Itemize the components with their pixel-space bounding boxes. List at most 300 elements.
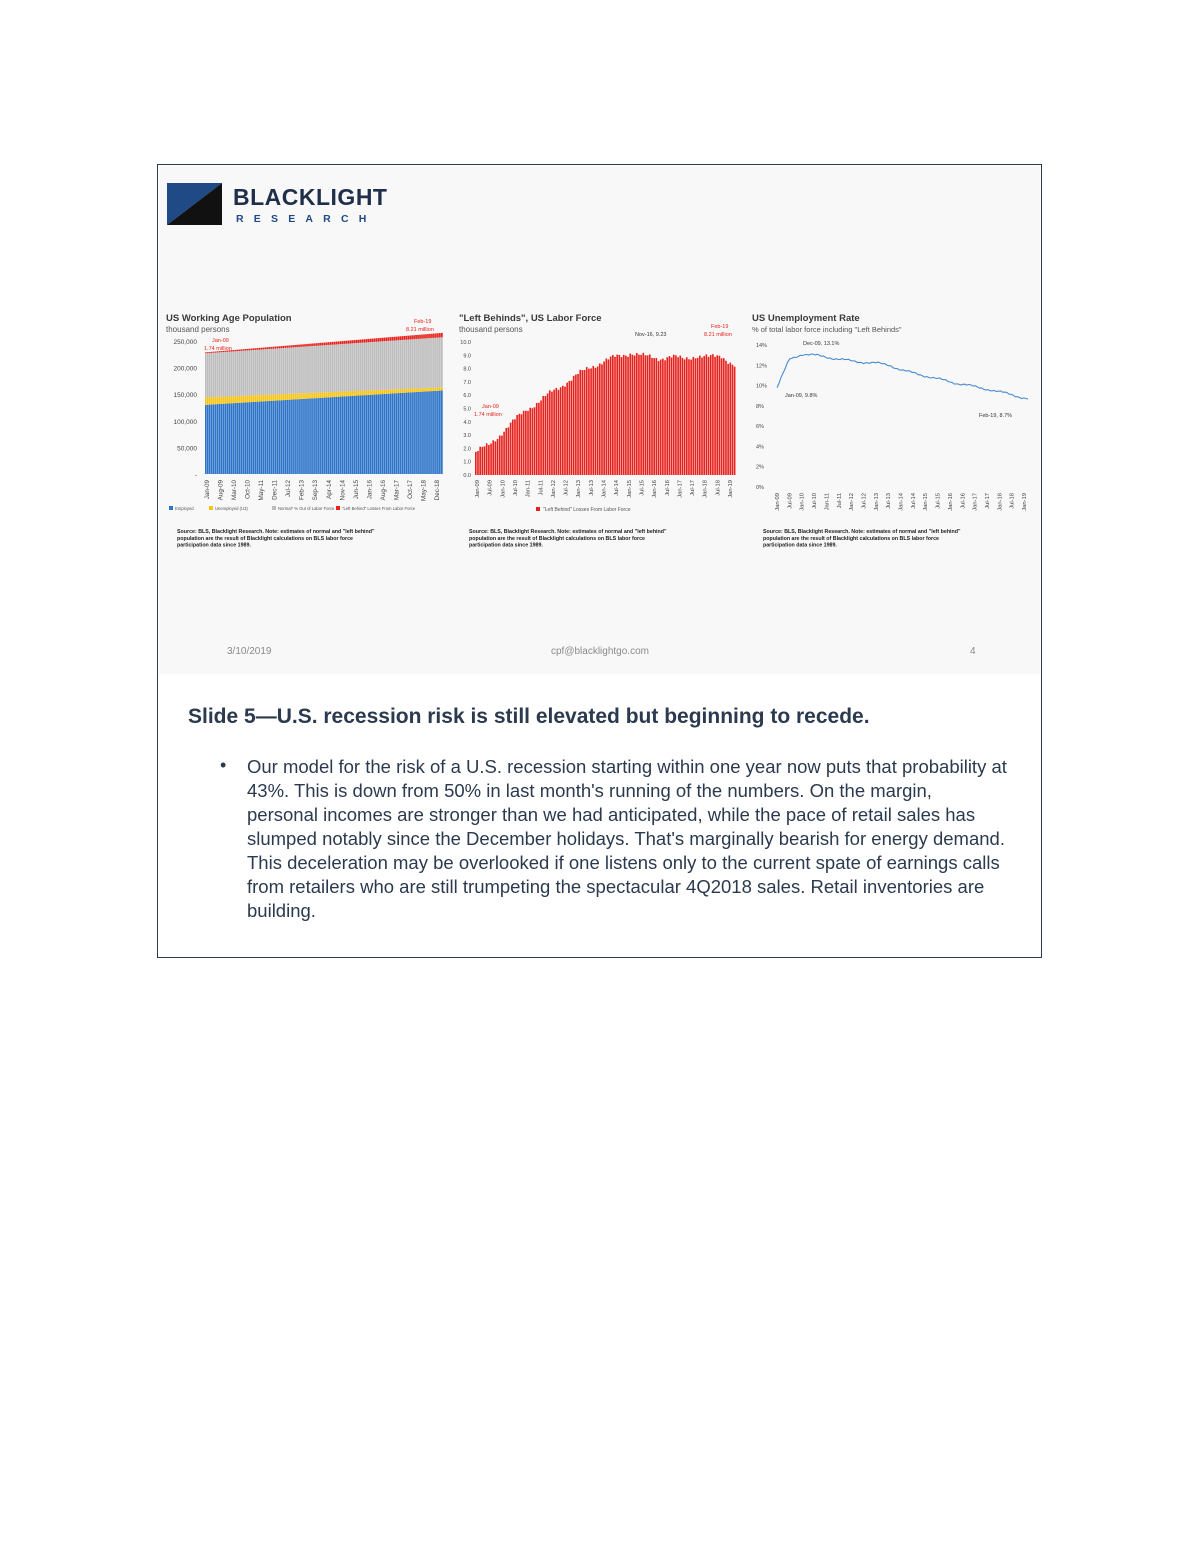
- chart2-bar: [612, 355, 614, 475]
- chart1-bar-segment: [330, 345, 332, 392]
- chart1-annotation-end-label: Feb-19: [414, 319, 432, 325]
- chart1-bar-segment: [336, 392, 338, 397]
- chart1-bar-segment: [380, 341, 382, 389]
- chart1-bar-segment: [366, 339, 368, 342]
- chart1-source: population are the result of Blacklight calculations on BLS labor force: [177, 535, 354, 542]
- chart1-bar-segment: [261, 395, 263, 401]
- chart2-x-tick: Jan-18: [702, 480, 709, 498]
- chart2-bar: [690, 360, 692, 475]
- chart1-bar-segment: [419, 339, 421, 388]
- chart2-bar: [516, 415, 518, 475]
- chart2-bar: [716, 355, 718, 475]
- chart1-bar-segment: [435, 333, 437, 337]
- chart1-bar-segment: [276, 400, 278, 474]
- chart1-bar-segment: [380, 394, 382, 474]
- chart2-bar: [571, 381, 573, 475]
- chart1-bar-segment: [270, 401, 272, 474]
- chart1-bar-segment: [399, 340, 401, 389]
- chart1-bar-segment: [302, 347, 304, 394]
- chart1-source: Source: BLS, Blacklight Research. Note: estimates of normal and "left behind": [177, 529, 375, 535]
- chart1-bar-segment: [385, 337, 387, 341]
- chart1-bar-segment: [435, 388, 437, 391]
- chart2-bar: [719, 356, 721, 475]
- chart1-bar-segment: [366, 342, 368, 390]
- chart1-bar-segment: [259, 395, 261, 401]
- chart1-bar-segment: [330, 392, 332, 397]
- chart1-bar-segment: [342, 344, 344, 392]
- chart2-y-tick: 6.0: [463, 393, 471, 400]
- chart1-bar-segment: [300, 344, 302, 346]
- chart1-bar-segment: [441, 387, 443, 390]
- chart2-bar: [495, 441, 497, 475]
- chart1-bar-segment: [225, 352, 227, 397]
- chart1-bar-segment: [326, 397, 328, 474]
- chart1-bar-segment: [207, 352, 209, 353]
- chart1-bar-segment: [314, 398, 316, 474]
- chart1-bar-segment: [413, 388, 415, 392]
- chart1-bar-segment: [241, 349, 243, 350]
- chart2-bar: [710, 355, 712, 475]
- chart1-bar-segment: [298, 399, 300, 474]
- chart3-x-tick: Jan-18: [997, 493, 1004, 511]
- chart1-bar-segment: [389, 337, 391, 341]
- chart1-bar-segment: [358, 340, 360, 343]
- chart1-bar-segment: [380, 338, 382, 341]
- chart1-bar-segment: [274, 349, 276, 395]
- chart1-bar-segment: [437, 387, 439, 390]
- chart1-bar-segment: [304, 399, 306, 474]
- chart1-bar-segment: [415, 339, 417, 388]
- chart2-bar: [697, 358, 699, 475]
- chart1-bar-segment: [344, 391, 346, 396]
- chart3-x-tick: Jan-13: [873, 493, 880, 511]
- chart1-bar-segment: [270, 347, 272, 349]
- chart1-annotation-end-value: 8.21 million: [406, 327, 434, 333]
- chart1-bar-segment: [437, 391, 439, 474]
- chart1-bar-segment: [421, 392, 423, 474]
- chart1-bar-segment: [403, 336, 405, 340]
- chart2-bar: [660, 360, 662, 475]
- chart1-bar-segment: [296, 345, 298, 347]
- chart1-bar-segment: [409, 336, 411, 340]
- chart2-y-tick: 10.0: [460, 340, 471, 346]
- chart1-bar-segment: [362, 391, 364, 396]
- chart1-bar-segment: [268, 401, 270, 474]
- chart1-annotation-start-label: Jan-09: [212, 338, 229, 344]
- chart1-bar-segment: [251, 402, 253, 474]
- chart2-x-tick: Jul-17: [690, 480, 697, 496]
- chart2-bar: [708, 357, 710, 475]
- chart1-bar-segment: [239, 403, 241, 474]
- chart2-bar: [484, 446, 486, 475]
- chart2-bar: [638, 355, 640, 475]
- chart2-bar: [649, 354, 651, 475]
- chart1-x-tick: Jun-15: [352, 480, 360, 500]
- chart1-x-tick: Oct-10: [244, 480, 252, 499]
- chart2-bar: [734, 367, 736, 475]
- chart1-bar-segment: [405, 393, 407, 474]
- chart2-bar: [632, 355, 634, 475]
- chart1-bar-segment: [384, 390, 386, 394]
- chart2-x-tick: Jan-12: [550, 480, 557, 498]
- chart1-bar-segment: [268, 349, 270, 395]
- chart1-bar-segment: [237, 351, 239, 396]
- chart1-bar-segment: [286, 394, 288, 400]
- chart1-bar-segment: [376, 338, 378, 341]
- chart2-bar: [486, 443, 488, 475]
- chart1-bar-segment: [354, 340, 356, 343]
- chart2-bar: [656, 358, 658, 475]
- chart1-bar-segment: [243, 396, 245, 403]
- chart1-bar-segment: [328, 342, 330, 345]
- chart1-bar-segment: [387, 341, 389, 390]
- chart1-x-tick: Jan-16: [366, 480, 374, 500]
- chart2-x-tick: Jan-19: [728, 480, 734, 498]
- chart1-bar-segment: [350, 343, 352, 391]
- chart1-bar-segment: [251, 350, 253, 395]
- chart1-bar-segment: [249, 396, 251, 403]
- chart1-bar-segment: [393, 389, 395, 393]
- chart1-bar-segment: [209, 353, 211, 397]
- chart1-bar-segment: [364, 391, 366, 396]
- chart1-bar-segment: [290, 345, 292, 347]
- chart2-x-tick: Jan-17: [677, 480, 684, 498]
- chart1-bar-segment: [265, 347, 267, 349]
- chart2-y-tick: 2.0: [463, 446, 471, 453]
- chart1-bar-segment: [280, 394, 282, 400]
- chart1-bar-segment: [326, 392, 328, 397]
- chart1-bar-segment: [342, 392, 344, 397]
- chart1-bar-segment: [278, 400, 280, 474]
- chart1-bar-segment: [282, 348, 284, 394]
- chart1-bar-segment: [278, 394, 280, 400]
- chart2-x-tick: Jul-13: [588, 480, 595, 496]
- chart1-bar-segment: [304, 344, 306, 346]
- chart1-bar-segment: [419, 388, 421, 392]
- chart2-bar: [532, 408, 534, 475]
- chart1-bar-segment: [362, 339, 364, 342]
- chart1-bar-segment: [322, 343, 324, 346]
- chart1-bar-segment: [290, 347, 292, 393]
- chart1-bar-segment: [265, 349, 267, 395]
- chart1-bar-segment: [215, 353, 217, 397]
- chart1-bar-segment: [336, 397, 338, 474]
- chart3-x-tick: Jan-19: [1022, 493, 1028, 511]
- chart2-bar: [699, 356, 701, 475]
- chart2-bar: [582, 370, 584, 475]
- chart1-bar-segment: [243, 349, 245, 350]
- chart1-bar-segment: [233, 350, 235, 351]
- chart1-bar-segment: [330, 397, 332, 474]
- chart1-bar-segment: [253, 395, 255, 402]
- chart2-x-tick: Jan-09: [475, 480, 481, 498]
- chart1-bar-segment: [415, 392, 417, 474]
- chart1-bar-segment: [225, 404, 227, 474]
- slide-email: cpf@blacklightgo.com: [551, 646, 649, 657]
- chart2-bar: [645, 355, 647, 475]
- chart1-bar-segment: [278, 348, 280, 394]
- slide-page-number: 4: [970, 646, 976, 657]
- chart1-bar-segment: [413, 392, 415, 474]
- chart3-annotation-start: Jan-09, 9.8%: [785, 393, 818, 399]
- chart2-subtitle: thousand persons: [459, 325, 523, 334]
- chart1-bar-segment: [318, 393, 320, 398]
- chart1-bar-segment: [217, 397, 219, 404]
- chart1-bar-segment: [332, 392, 334, 397]
- chart2-bar: [573, 376, 575, 475]
- chart2-bar: [664, 360, 666, 475]
- chart1-bar-segment: [384, 338, 386, 342]
- chart3-title: US Unemployment Rate: [752, 313, 860, 324]
- chart2-bar: [603, 361, 605, 475]
- chart1-bar-segment: [431, 338, 433, 388]
- chart1-bar-segment: [288, 348, 290, 394]
- chart1-bar-segment: [358, 396, 360, 474]
- chart1-bar-segment: [213, 404, 215, 474]
- chart1-bar-segment: [350, 340, 352, 343]
- chart1-bar-segment: [417, 392, 419, 474]
- chart1-bar-segment: [288, 400, 290, 474]
- chart1-bar-segment: [237, 350, 239, 351]
- chart1-bar-segment: [227, 352, 229, 397]
- chart1-bar-segment: [292, 394, 294, 400]
- chart1-bar-segment: [324, 343, 326, 346]
- chart1-bar-segment: [322, 345, 324, 392]
- chart2-bar: [629, 354, 631, 475]
- chart1-bar-segment: [358, 391, 360, 396]
- chart1-bar-segment: [257, 402, 259, 474]
- chart1-x-tick: Mar-17: [393, 480, 401, 500]
- chart1-bar-segment: [306, 346, 308, 393]
- chart2-bar: [553, 390, 555, 475]
- chart1-bar-segment: [401, 389, 403, 393]
- chart1-bar-segment: [247, 396, 249, 403]
- chart1-bar-segment: [304, 347, 306, 394]
- chart3-y-tick: 14%: [756, 343, 768, 349]
- chart2-bar: [482, 447, 484, 475]
- chart2-bar: [490, 444, 492, 475]
- chart1-bar-segment: [397, 340, 399, 389]
- chart1-bar-segment: [437, 338, 439, 388]
- chart2-bar: [732, 365, 734, 475]
- chart1-bar-segment: [219, 404, 221, 474]
- chart2-bar: [564, 387, 566, 475]
- chart2-source: population are the result of Blacklight calculations on BLS labor force: [469, 535, 646, 542]
- chart1-bar-segment: [270, 395, 272, 401]
- chart2-bar: [729, 363, 731, 475]
- chart1-bar-segment: [385, 390, 387, 394]
- chart2-y-tick: 3.0: [463, 433, 471, 440]
- chart1-bar-segment: [221, 397, 223, 404]
- chart2-bar: [542, 396, 544, 475]
- chart2-x-tick: Jan-14: [601, 480, 608, 498]
- chart1-bar-segment: [241, 351, 243, 396]
- chart1-bar-segment: [316, 343, 318, 346]
- chart1-bar-segment: [316, 393, 318, 398]
- chart1-bar-segment: [280, 346, 282, 348]
- chart1-bar-segment: [338, 392, 340, 397]
- chart1-bar-segment: [324, 392, 326, 397]
- chart1-bar-segment: [300, 399, 302, 474]
- chart1-bar-segment: [348, 341, 350, 344]
- chart1-bar-segment: [205, 397, 207, 404]
- chart1-bar-segment: [384, 341, 386, 390]
- chart1-bar-segment: [346, 391, 348, 396]
- chart1-bar-segment: [397, 336, 399, 340]
- chart1-bar-segment: [265, 401, 267, 474]
- chart3-x-tick: Jul-09: [787, 493, 794, 509]
- chart1-bar-segment: [251, 395, 253, 402]
- chart1-bar-segment: [249, 402, 251, 474]
- chart2-bar: [492, 440, 494, 475]
- chart2-bar: [701, 358, 703, 475]
- chart2-bar: [714, 357, 716, 475]
- chart1-bar-segment: [415, 335, 417, 339]
- chart1-bar-segment: [370, 342, 372, 390]
- chart1-bar-segment: [389, 394, 391, 474]
- chart3-x-tick: Jan-12: [849, 493, 856, 511]
- chart1-bar-segment: [227, 396, 229, 403]
- chart1-bar-segment: [409, 339, 411, 388]
- chart1-bar-segment: [417, 339, 419, 388]
- chart1-bar-segment: [340, 344, 342, 392]
- chart1-bar-segment: [356, 340, 358, 343]
- chart2-x-tick: Jan-13: [576, 480, 583, 498]
- chart1-bar-segment: [348, 396, 350, 474]
- chart1-bar-segment: [209, 405, 211, 474]
- chart1-bar-segment: [229, 403, 231, 474]
- chart1-bar-segment: [417, 388, 419, 392]
- chart1-x-tick: Nov-14: [339, 480, 347, 501]
- chart1-bar-segment: [441, 333, 443, 337]
- chart1-bar-segment: [298, 347, 300, 393]
- chart1-bar-segment: [312, 344, 314, 346]
- chart1-bar-segment: [322, 398, 324, 474]
- chart2-bar: [662, 359, 664, 475]
- chart1-bar-segment: [419, 335, 421, 339]
- chart1-bar-segment: [292, 400, 294, 474]
- chart1-bar-segment: [362, 343, 364, 391]
- chart1-bar-segment: [272, 347, 274, 349]
- chart1-bar-segment: [360, 391, 362, 396]
- chart1-legend-swatch: [272, 506, 276, 510]
- chart1-bar-segment: [239, 396, 241, 403]
- chart3-y-tick: 10%: [756, 383, 768, 390]
- chart1-bar-segment: [382, 341, 384, 390]
- chart2-bar: [595, 368, 597, 475]
- chart1-bar-segment: [378, 338, 380, 341]
- chart1-bar-segment: [310, 393, 312, 399]
- chart1-bar-segment: [407, 393, 409, 474]
- chart1-bar-segment: [395, 393, 397, 474]
- chart1-bar-segment: [336, 344, 338, 391]
- chart1-bar-segment: [282, 346, 284, 348]
- chart2-bar: [590, 368, 592, 475]
- chart2-bar: [497, 439, 499, 475]
- chart1-bar-segment: [433, 391, 435, 474]
- chart1-bar-segment: [268, 395, 270, 401]
- chart1-bar-segment: [425, 391, 427, 474]
- chart1-x-tick: May-11: [258, 480, 266, 501]
- chart1-bar-segment: [320, 343, 322, 346]
- chart1-bar-segment: [364, 339, 366, 342]
- chart1-bar-segment: [439, 333, 441, 337]
- chart1-bar-segment: [286, 346, 288, 348]
- chart1-bar-segment: [266, 347, 268, 349]
- chart1-source: participation data since 1989.: [177, 542, 251, 549]
- chart1-y-tick: -: [194, 472, 197, 479]
- chart1-bar-segment: [429, 388, 431, 391]
- chart1-bar-segment: [425, 334, 427, 338]
- chart1-bar-segment: [384, 394, 386, 474]
- chart1-bar-segment: [382, 394, 384, 474]
- chart3-x-tick: Jul-13: [886, 493, 893, 509]
- chart1-bar-segment: [409, 392, 411, 474]
- chart1-bar-segment: [360, 343, 362, 391]
- chart1-bar-segment: [272, 401, 274, 474]
- chart2-bar: [608, 359, 610, 475]
- chart1-bar-segment: [276, 394, 278, 400]
- chart1-bar-segment: [382, 338, 384, 341]
- chart1-bar-segment: [241, 396, 243, 403]
- chart2-x-tick: Jan-11: [525, 480, 532, 498]
- chart1-bar-segment: [253, 350, 255, 395]
- chart1-bar-segment: [352, 340, 354, 343]
- chart1-bar-segment: [366, 391, 368, 396]
- chart1-bar-segment: [245, 402, 247, 474]
- chart1-bar-segment: [320, 345, 322, 392]
- chart3-y-tick: 0%: [756, 485, 764, 491]
- chart1-bar-segment: [362, 395, 364, 474]
- chart2-bar: [547, 393, 549, 475]
- chart1-bar-segment: [266, 349, 268, 395]
- chart2-bar: [651, 358, 653, 475]
- chart1-bar-segment: [421, 339, 423, 389]
- chart1-bar-segment: [326, 345, 328, 392]
- chart2-bar: [584, 370, 586, 475]
- chart1-bar-segment: [376, 390, 378, 394]
- chart1-bar-segment: [247, 402, 249, 474]
- chart1-y-tick: 50,000: [177, 445, 197, 453]
- chart1-bar-segment: [324, 398, 326, 474]
- chart2-annotation-end-label: Feb-19: [711, 324, 729, 330]
- chart1-bar-segment: [314, 343, 316, 346]
- chart1-bar-segment: [265, 395, 267, 401]
- chart1-bar-segment: [360, 340, 362, 343]
- chart1-bar-segment: [205, 405, 207, 474]
- chart1-bar-segment: [415, 388, 417, 392]
- chart1-bar-segment: [316, 398, 318, 474]
- chart1-bar-segment: [296, 393, 298, 399]
- chart1-bar-segment: [255, 350, 257, 395]
- chart1-bar-segment: [340, 392, 342, 397]
- chart1-bar-segment: [235, 396, 237, 403]
- chart1-bar-segment: [219, 352, 221, 397]
- chart1-bar-segment: [263, 349, 265, 395]
- chart1-bar-segment: [340, 341, 342, 344]
- chart1-bar-segment: [382, 390, 384, 394]
- chart1-bar-segment: [257, 350, 259, 395]
- chart2-bar: [508, 427, 510, 475]
- chart3-x-tick: Jul-12: [861, 493, 868, 509]
- chart1-title: US Working Age Population: [166, 313, 292, 324]
- chart1-bar-segment: [421, 388, 423, 392]
- chart2-y-tick: 7.0: [463, 379, 471, 386]
- chart1-bar-segment: [324, 345, 326, 392]
- chart2-bar: [601, 364, 603, 475]
- chart1-bar-segment: [427, 334, 429, 338]
- chart3-annotation-end: Feb-19, 8.7%: [979, 413, 1013, 419]
